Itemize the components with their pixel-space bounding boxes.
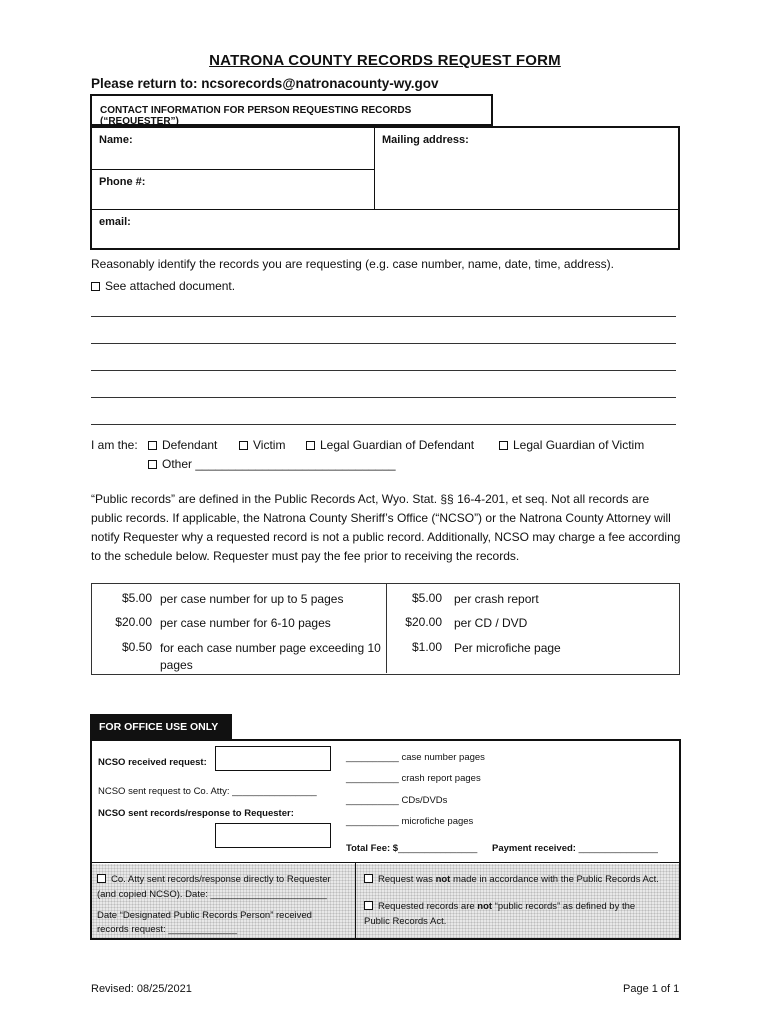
payment-row (492, 843, 658, 854)
public-records-paragraph: “Public records” are defined in the Public Records Act, Wyo. Stat. §§ 16-4-201, et seq. Not all records are public records. If applicable, the Natrona County Sheriff’s Office (“NCSO”) or the Natrona County Attorney will notify Requester why a requested record is not a public record. Additionally, NCSO may charge a fee according to the schedule below. Requester must pay the fee prior to receiving the records. (91, 492, 681, 563)
count-label: crash report pages (401, 773, 481, 784)
sent-atty-label: NCSO sent request to Co. Atty: (98, 786, 230, 797)
count-label: microfiche pages (401, 816, 474, 827)
records-line-3[interactable] (91, 370, 676, 371)
count-row (346, 816, 473, 827)
not-public-line-2: Public Records Act. (364, 916, 447, 927)
count-blank[interactable]: __________ (346, 752, 399, 763)
count-blank[interactable]: __________ (346, 816, 399, 827)
not-made-bold: not (435, 874, 451, 885)
mailing-address-field[interactable] (375, 128, 678, 210)
count-row (346, 795, 447, 806)
count-blank[interactable]: __________ (346, 773, 399, 784)
see-attached-option[interactable] (91, 279, 235, 293)
payment-label: Payment received: (492, 843, 576, 854)
defendant-label: Defendant (162, 438, 218, 452)
return-instruction: Please return to: ncsorecords@natronacounty-wy.gov (91, 76, 439, 91)
office-use-tab: FOR OFFICE USE ONLY (90, 714, 232, 740)
fee-description: Per microfiche page (454, 641, 561, 655)
fee-amount: $0.50 (121, 640, 152, 654)
sent-records-label: NCSO sent records/response to Requester: (98, 808, 294, 819)
designated-label: Date “Designated Public Records Person” received (97, 910, 312, 921)
phone-field[interactable] (92, 170, 375, 210)
see-attached-label: See attached document. (105, 279, 236, 293)
contact-section-heading: CONTACT INFORMATION FOR PERSON REQUESTING RECORDS (“REQUESTER”) (90, 94, 493, 126)
count-blank[interactable]: __________ (346, 795, 399, 806)
victim-checkbox[interactable] (239, 441, 248, 450)
count-row (346, 773, 481, 784)
role-guardian-defendant[interactable] (306, 438, 474, 452)
records-instruction: Reasonably identify the records you are requesting (e.g. case number, name, date, time, address). (91, 257, 614, 271)
mailing-address-label: Mailing address: (382, 134, 469, 146)
designated-date-line[interactable]: _____________ (168, 924, 237, 935)
sent-records-date-box[interactable] (215, 823, 331, 848)
see-attached-checkbox[interactable] (91, 282, 100, 291)
fee-amount: $1.00 (411, 640, 442, 654)
payment-line[interactable]: _______________ (578, 843, 658, 854)
not-made-row[interactable] (364, 874, 659, 885)
total-fee-label: Total Fee: $ (346, 843, 399, 854)
guardian-defendant-label: Legal Guardian of Defendant (320, 438, 475, 452)
records-line-1[interactable] (91, 316, 676, 317)
received-date-box[interactable] (215, 746, 331, 771)
name-field[interactable] (92, 128, 375, 170)
other-checkbox[interactable] (148, 460, 157, 469)
not-made-checkbox[interactable] (364, 874, 373, 883)
contact-box (90, 126, 680, 250)
atty-direct-date-line[interactable]: ______________________ (210, 889, 327, 900)
count-label: CDs/DVDs (401, 795, 448, 806)
designated-date-label: records request: (97, 924, 166, 935)
other-label: Other (162, 457, 193, 471)
sent-atty-line[interactable]: ________________ (232, 786, 317, 797)
records-line-4[interactable] (91, 397, 676, 398)
records-line-5[interactable] (91, 424, 676, 425)
not-public-checkbox[interactable] (364, 901, 373, 910)
received-label: NCSO received request: (98, 757, 207, 768)
count-label: case number pages (401, 752, 485, 763)
atty-direct-date-label: (and copied NCSO). Date: (97, 889, 208, 900)
other-line[interactable]: ______________________________ (195, 457, 396, 471)
not-public-row[interactable] (364, 901, 635, 912)
form-title: NATRONA COUNTY RECORDS REQUEST FORM (209, 52, 561, 69)
atty-direct-checkbox[interactable] (97, 874, 106, 883)
guardian-victim-label: Legal Guardian of Victim (513, 438, 645, 452)
total-fee-line[interactable]: _______________ (398, 843, 478, 854)
guardian-defendant-checkbox[interactable] (306, 441, 315, 450)
role-other[interactable] (148, 457, 396, 471)
not-made-post: made in accordance with the Public Records Act. (450, 874, 659, 885)
defendant-checkbox[interactable] (148, 441, 157, 450)
fee-amount: $5.00 (411, 591, 442, 605)
total-fee-row (346, 843, 477, 854)
not-public-bold: not (477, 901, 493, 912)
not-public-pre: Requested records are (378, 901, 478, 912)
fee-description: per case number for up to 5 pages (160, 592, 344, 606)
revised-date: Revised: 08/25/2021 (91, 983, 192, 995)
name-label: Name: (99, 134, 133, 146)
fee-schedule-table (91, 583, 680, 675)
role-defendant[interactable] (148, 438, 217, 452)
atty-direct-label: Co. Atty sent records/response directly to Requester (111, 874, 331, 885)
not-made-pre: Request was (378, 874, 436, 885)
sent-atty-row (98, 786, 317, 797)
fee-amount: $20.00 (115, 615, 152, 629)
fee-description: per CD / DVD (454, 616, 528, 630)
role-guardian-victim[interactable] (499, 438, 644, 452)
fee-description: for each case number page exceeding 10 pages (160, 641, 381, 672)
count-row (346, 752, 485, 763)
fee-description: per case number for 6-10 pages (160, 616, 331, 630)
fee-amount: $5.00 (121, 591, 152, 605)
guardian-victim-checkbox[interactable] (499, 441, 508, 450)
atty-direct-date-row (97, 889, 327, 900)
phone-label: Phone #: (99, 176, 146, 188)
page-number: Page 1 of 1 (623, 983, 680, 995)
fee-description: per crash report (454, 592, 539, 606)
fee-amount: $20.00 (405, 615, 442, 629)
atty-direct-row[interactable] (97, 874, 331, 885)
victim-label: Victim (253, 438, 286, 452)
records-line-2[interactable] (91, 343, 676, 344)
role-victim[interactable] (239, 438, 285, 452)
not-public-post: “public records” as defined by the (492, 901, 636, 912)
email-field[interactable] (92, 210, 678, 248)
role-lead: I am the: (91, 438, 138, 452)
email-label: email: (99, 216, 131, 228)
designated-date-row (97, 924, 237, 935)
